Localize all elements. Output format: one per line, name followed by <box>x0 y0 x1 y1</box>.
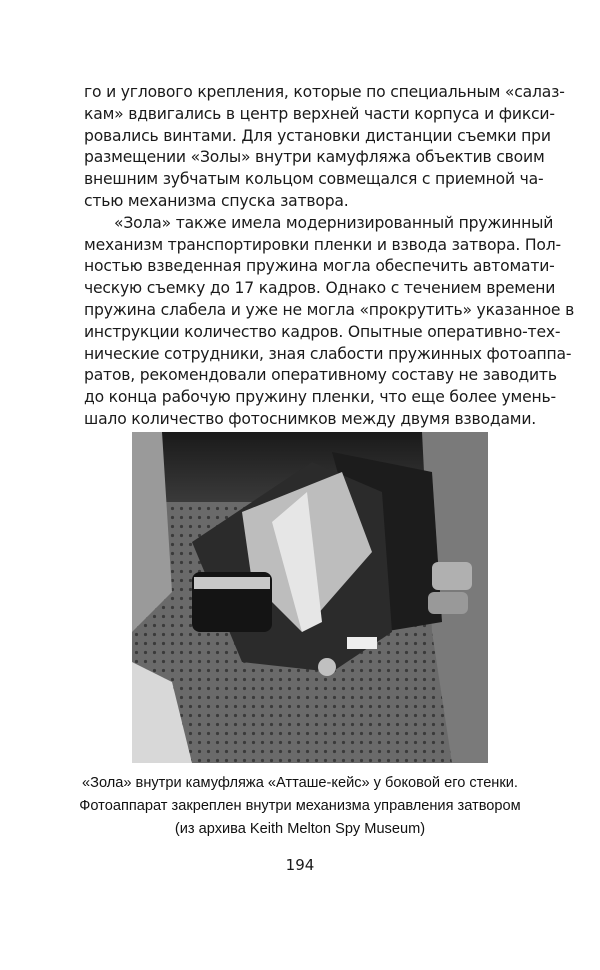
text-line: шало количество фотоснимков между двумя взводами. <box>84 409 537 428</box>
text-line: инструкции количество кадров. Опытные оперативно-тех- <box>84 322 561 341</box>
text-line: внешним зубчатым кольцом совмещался с приемной ча- <box>84 170 544 189</box>
caption-line: (из архива Keith Melton Spy Museum) <box>174 821 426 837</box>
text-line: ностью взведенная пружина могла обеспечить автомати- <box>84 257 555 276</box>
text-line: ратов, рекомендовали оперативному составу не заводить <box>84 366 557 385</box>
body-text <box>84 82 575 431</box>
text-line: ровались винтами. Для установки дистанции съемки при <box>84 126 551 145</box>
text-line: го и углового крепления, которые по специальным «салаз- <box>84 83 565 101</box>
text-line: «Зола» также имела модернизированный пружинный <box>114 213 554 232</box>
text-line: до конца рабочую пружину пленки, что еще более умень- <box>84 388 556 407</box>
caption-line: Фотоаппарат закреплен внутри механизма управления затвором <box>79 798 521 814</box>
text-line: нические сотрудники, зная слабости пружинных фотоаппа- <box>84 344 572 363</box>
text-line: механизм транспортировки пленки и взвода затвора. Пол- <box>84 235 561 254</box>
page-number: 194 <box>285 856 315 874</box>
camera-photo <box>132 432 488 763</box>
text-line: стью механизма спуска затвора. <box>84 191 349 210</box>
text-line: пружина слабела и уже не могла «прокрутить» указанное в <box>84 300 575 319</box>
text-line: кам» вдвигались в центр верхней части корпуса и фикси- <box>84 104 555 123</box>
figure-caption <box>60 772 540 841</box>
camera-in-case-image <box>132 432 488 763</box>
caption-line: «Зола» внутри камуфляжа «Атташе-кейс» у боковой его стенки. <box>82 775 518 791</box>
text-line: ческую съемку до 17 кадров. Однако с течением времени <box>84 279 556 298</box>
text-line: размещении «Золы» внутри камуфляжа объектив своим <box>84 148 545 167</box>
